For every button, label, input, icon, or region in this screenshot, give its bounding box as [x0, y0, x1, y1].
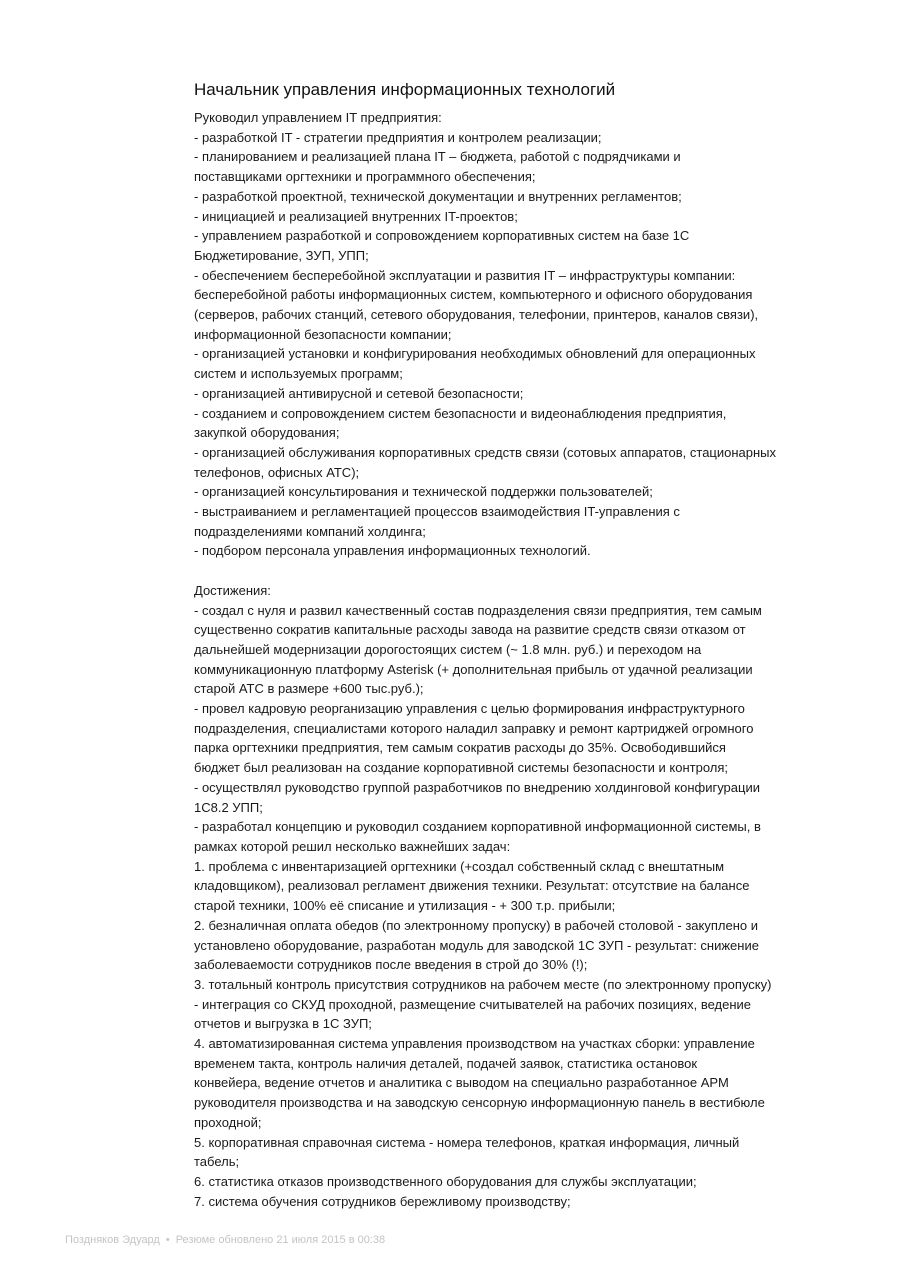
duty-line: - планированием и реализацией плана IT – бюджета, работой с подрядчиками и	[194, 149, 681, 165]
achievement-line: - осуществлял руководство группой разработчиков по внедрению холдинговой конфигурации	[194, 779, 760, 795]
duty-line: поставщиками оргтехники и программного обеспечения;	[194, 169, 536, 185]
achievement-line: парка оргтехники предприятия, тем самым сократив расходы до 35%. Освободившийся	[194, 740, 726, 756]
duty-line: - инициацией и реализацией внутренних IT-проектов;	[194, 208, 518, 224]
achievement-line: 1. проблема с инвентаризацией оргтехники (+создал собственный склад с внештатным	[194, 858, 725, 874]
achievement-line: старой техники, 100% её списание и утилизация - + 300 т.р. прибыли;	[194, 898, 616, 914]
achievement-line: дальнейшей модернизации дорогостоящих систем (~ 1.8 млн. руб.) и переходом на	[194, 641, 702, 657]
achievements-heading: Достижения:	[194, 582, 271, 598]
duty-line: - организацией антивирусной и сетевой безопасности;	[194, 385, 524, 401]
achievement-line: 2. безналичная оплата обедов (по электронному пропуску) в рабочей столовой - закуплено и	[194, 917, 759, 933]
achievement-line: отчетов и выгрузка в 1С ЗУП;	[194, 1016, 372, 1032]
duty-line: - обеспечением бесперебойной эксплуатации и развития IT – инфраструктуры компании:	[194, 267, 736, 283]
duty-line: Бюджетирование, ЗУП, УПП;	[194, 247, 369, 263]
achievement-line: рамках которой решил несколько важнейших задач:	[194, 839, 511, 854]
achievement-line: - разработал концепцию и руководил созданием корпоративной информационной системы, в	[194, 819, 761, 835]
achievement-line: - создал с нуля и развил качественный состав подразделения связи предприятия, тем самым	[194, 602, 762, 618]
achievement-line: 7. система обучения сотрудников бережливому производству;	[194, 1193, 571, 1209]
achievements-list	[194, 601, 824, 1212]
duty-line: - созданием и сопровождением систем безопасности и видеонаблюдения предприятия,	[194, 405, 727, 421]
duty-line: - разработкой проектной, технической документации и внутренних регламентов;	[194, 188, 682, 204]
achievement-line: 6. статистика отказов производственного оборудования для службы эксплуатации;	[194, 1173, 697, 1189]
duty-line: (серверов, рабочих станций, сетевого оборудования, телефонии, принтеров, каналов связи),	[194, 307, 759, 323]
duty-line: бесперебойной работы информационных систем, компьютерного и офисного оборудования	[194, 287, 753, 303]
achievement-line: табель;	[194, 1154, 240, 1170]
achievement-line: 3. тотальный контроль присутствия сотрудников на рабочем месте (по электронному пропуску)	[194, 976, 772, 992]
resume-content	[194, 78, 824, 1211]
duty-line: - управлением разработкой и сопровождением корпоративных систем на базе 1С	[194, 228, 690, 244]
achievement-line: кладовщиком), реализовал регламент движения техники. Результат: отсутствие на балансе	[194, 878, 750, 894]
duty-line: информационной безопасности компании;	[194, 326, 452, 342]
footer-author-name: Поздняков Эдуард	[65, 1234, 160, 1246]
achievement-line: подразделения, специалистами которого наладил заправку и ремонт картриджей огромного	[194, 720, 754, 736]
job-title: Начальник управления информационных технологий	[194, 80, 616, 99]
duties-list	[194, 128, 824, 561]
achievement-line: 5. корпоративная справочная система - номера телефонов, краткая информация, личный	[194, 1134, 740, 1150]
duty-line: - организацией установки и конфигурирования необходимых обновлений для операционных	[194, 346, 756, 362]
duty-line: - выстраиванием и регламентацией процессов взаимодействия IT-управления с	[194, 504, 680, 520]
duty-line: систем и используемых программ;	[194, 366, 403, 382]
duty-line: телефонов, офисных АТС);	[194, 464, 360, 480]
footer-updated-date: Резюме обновлено 21 июля 2015 в 00:38	[175, 1234, 386, 1246]
achievement-line: заболеваемости сотрудников после введения в строй до 30% (!);	[194, 957, 588, 973]
achievement-line: бюджет был реализован на создание корпоративной системы безопасности и контроля;	[194, 760, 729, 776]
duty-line: - организацией консультирования и технической поддержки пользователей;	[194, 484, 653, 500]
footer-separator: •	[165, 1234, 170, 1246]
achievement-line: 1С8.2 УПП;	[194, 799, 263, 815]
page-footer	[65, 1233, 385, 1247]
achievement-line: коммуникационную платформу Asterisk (+ дополнительная прибыль от удачной реализации	[194, 661, 753, 677]
duties-intro: Руководил управлением IT предприятия:	[194, 110, 442, 125]
duty-line: - организацией обслуживания корпоративных средств связи (сотовых аппаратов, стационарных	[194, 444, 777, 460]
achievement-line: проходной;	[194, 1114, 262, 1130]
achievement-line: существенно сократив капитальные расходы завода на развитие средств связи отказом от	[194, 622, 746, 638]
achievement-line: временем такта, контроль наличия деталей, подачей заявок, статистика остановок	[194, 1055, 698, 1071]
achievement-line: 4. автоматизированная система управления производством на участках сборки: управление	[194, 1036, 755, 1052]
duty-line: - подбором персонала управления информационных технологий.	[194, 543, 591, 559]
achievement-line: установлено оборудование, разработан модуль для заводской 1С ЗУП - результат: снижение	[194, 937, 759, 953]
section-spacer	[194, 561, 824, 581]
achievement-line: - интеграция со СКУД проходной, размещение считывателей на рабочих позициях, ведение	[194, 996, 752, 1012]
achievement-line: руководителя производства и на заводскую сенсорную информационную панель в вестибюле	[194, 1095, 765, 1111]
achievement-line: - провел кадровую реорганизацию управления с целью формирования инфраструктурного	[194, 701, 745, 717]
duty-line: - разработкой IT - стратегии предприятия и контролем реализации;	[194, 129, 602, 145]
duty-line: закупкой оборудования;	[194, 425, 340, 441]
achievement-line: конвейера, ведение отчетов и аналитика с выводом на специально разработанное АРМ	[194, 1075, 729, 1091]
achievement-line: старой АТС в размере +600 тыс.руб.);	[194, 681, 424, 697]
duty-line: подразделениями компаний холдинга;	[194, 523, 426, 539]
